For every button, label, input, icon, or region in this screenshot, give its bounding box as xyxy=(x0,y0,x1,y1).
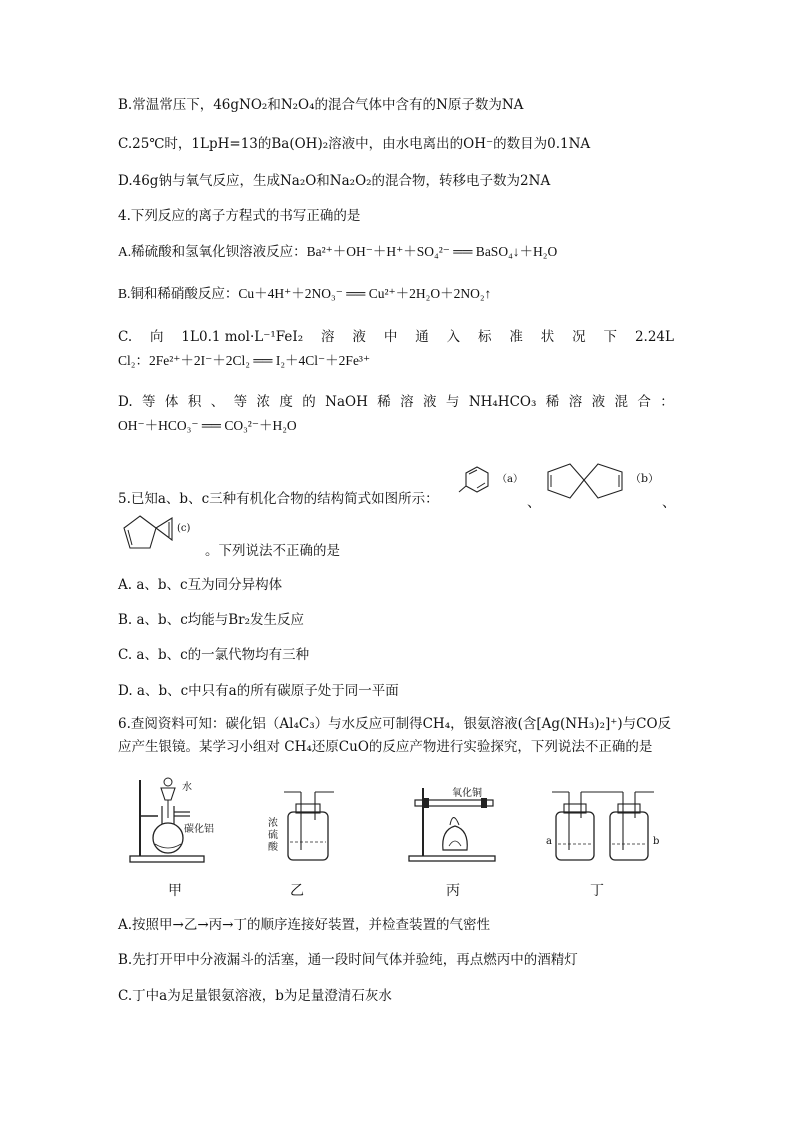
justified-word: 合 xyxy=(637,394,651,410)
justified-word: 溶 xyxy=(400,394,414,410)
structure-c-label: (c) xyxy=(177,523,191,534)
justified-word: 体 xyxy=(164,394,179,410)
justified-word: C. xyxy=(118,329,133,345)
justified-word: 况 xyxy=(572,329,586,345)
justified-word: 的 xyxy=(302,394,316,410)
apparatus-bing-name: 丙 xyxy=(446,883,460,899)
justified-word: 通 xyxy=(415,329,429,345)
justified-word: 2.24L xyxy=(634,329,674,345)
structure-a-label: （a） xyxy=(497,474,523,485)
structure-a-diagram xyxy=(455,460,535,510)
q4-option-a: A.稀硫酸和氢氧化钡溶液反应：Ba²⁺＋OH⁻＋H⁺＋SO₄²⁻ ══ BaSO₄↓＋H₂O xyxy=(118,244,558,259)
label-bottle-b: b xyxy=(653,836,660,847)
q4-option-b: B.铜和稀硝酸反应：Cu＋4H⁺＋2NO₃⁻ ══ Cu²⁺＋2H₂O＋2NO₂↑ xyxy=(118,286,492,301)
q5-option-a: A. a、b、c互为同分异构体 xyxy=(118,577,283,593)
apparatus-jia-name: 甲 xyxy=(168,883,182,899)
label-cuo: 氧化铜 xyxy=(452,788,482,799)
q4-option-d-line2: OH⁻＋HCO₃⁻ ══ CO₃²⁻＋H₂O xyxy=(118,418,297,433)
q5-option-c: C. a、b、c的一氯代物均有三种 xyxy=(118,647,310,663)
q5-option-b: B. a、b、c均能与Br₂发生反应 xyxy=(118,612,305,628)
justified-word: 等 xyxy=(142,394,156,410)
q3-option-c: C.25℃时，1LpH=13的Ba(OH)₂溶液中，由水电离出的OH⁻的数目为0.1NA xyxy=(118,136,591,152)
apparatus-yi-name: 乙 xyxy=(290,883,304,899)
justified-word: 液 xyxy=(423,394,437,410)
q3-option-b: B.常温常压下，46gNO₂和N₂O₄的混合气体中含有的N原子数为NA xyxy=(118,97,524,113)
q6-stem-line2: 应产生银镜。某学习小组对 CH₄还原CuO的反应产物进行实验探究，下列说法不正确的是 xyxy=(118,739,653,755)
label-water: 水 xyxy=(182,782,192,793)
structure-b-diagram xyxy=(540,458,640,508)
q5-option-d: D. a、b、c中只有a的所有碳原子处于同一平面 xyxy=(118,683,399,699)
separator-1: 、 xyxy=(527,495,541,511)
justified-word: 溶 xyxy=(321,329,335,345)
structure-c-diagram xyxy=(116,512,206,562)
justified-word: ： xyxy=(660,394,674,410)
justified-word: 状 xyxy=(540,329,555,345)
justified-word: NH₄HCO₃ xyxy=(468,394,537,410)
justified-word: 液 xyxy=(352,329,366,345)
justified-word: 浓 xyxy=(256,394,270,410)
q5-stem-end: 。下列说法不正确的是 xyxy=(205,543,340,559)
justified-word: 溶 xyxy=(568,394,583,410)
justified-word: 下 xyxy=(603,329,618,345)
q6-option-a: A.按照甲→乙→丙→丁的顺序连接好装置，并检查装置的气密性 xyxy=(118,917,490,933)
justified-word: 积 xyxy=(187,394,202,410)
justified-word: 标 xyxy=(477,329,492,345)
justified-word: 液 xyxy=(591,394,606,410)
q4-option-c-line2: Cl₂：2Fe²⁺＋2I⁻＋2Cl₂ ══ I₂＋4Cl⁻＋2Fe³⁺ xyxy=(118,353,371,368)
justified-word: 1L0.1 mol·L⁻¹FeI₂ xyxy=(181,329,304,345)
justified-word: 稀 xyxy=(545,394,560,410)
q6-option-c: C.丁中a为足量银氨溶液，b为足量澄清石灰水 xyxy=(118,988,392,1004)
structure-b-label: （b） xyxy=(630,472,660,485)
q5-stem: 5.已知a、b、c三种有机化合物的结构简式如图所示： xyxy=(118,491,439,507)
justified-word: 准 xyxy=(509,329,523,345)
q4-option-d-line1 xyxy=(118,393,674,411)
justified-word: 、 xyxy=(210,394,225,410)
q4-stem: 4.下列反应的离子方程式的书写正确的是 xyxy=(118,208,361,224)
justified-word: 度 xyxy=(279,394,293,410)
justified-word: 中 xyxy=(383,329,398,345)
q6-option-b: B.先打开甲中分液漏斗的活塞，通一段时间气体并验纯，再点燃丙中的酒精灯 xyxy=(118,952,578,968)
apparatus-ding-diagram xyxy=(550,790,660,865)
q3-option-d: D.46g钠与氧气反应，生成Na₂O和Na₂O₂的混合物，转移电子数为2NA xyxy=(118,173,551,189)
separator-2: 、 xyxy=(662,495,676,511)
apparatus-yi-diagram xyxy=(280,790,340,865)
q4-option-c-line1 xyxy=(118,328,674,346)
justified-word: 入 xyxy=(446,329,461,345)
q6-stem-line1: 6.查阅资料可知：碳化铝（Al₄C₃）与水反应可制得CH₄，银氨溶液(含[Ag(NH₃)₂]⁺)与CO反 xyxy=(118,716,672,732)
apparatus-ding-name: 丁 xyxy=(590,883,604,899)
justified-word: 与 xyxy=(445,394,460,410)
label-bottle-a: a xyxy=(546,836,552,847)
justified-word: D. xyxy=(118,394,133,410)
justified-word: NaOH xyxy=(325,394,368,410)
label-conc-h2so4: 浓硫酸 xyxy=(268,818,278,853)
justified-word: 混 xyxy=(614,394,628,410)
justified-word: 稀 xyxy=(377,394,391,410)
justified-word: 向 xyxy=(150,329,164,345)
label-al4c3: 碳化铝 xyxy=(184,824,214,835)
justified-word: 等 xyxy=(233,394,248,410)
